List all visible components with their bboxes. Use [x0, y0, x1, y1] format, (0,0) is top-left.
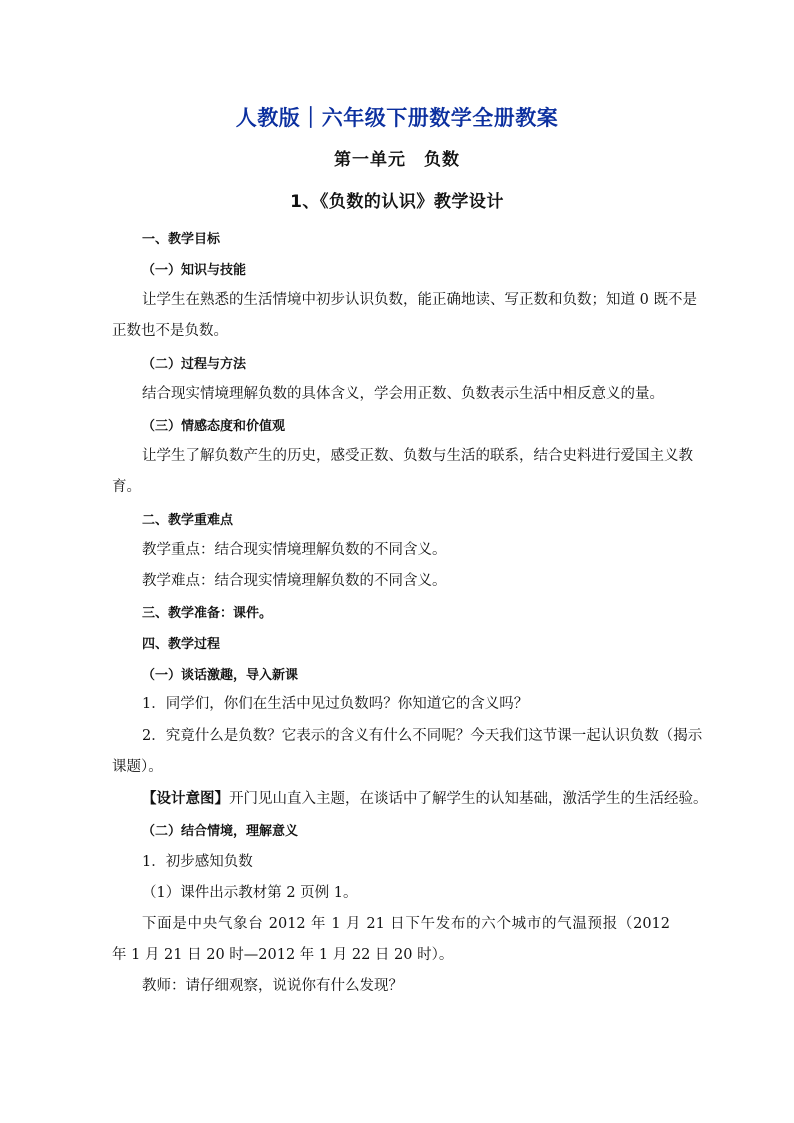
subsection-process: （二）过程与方法 — [142, 357, 247, 372]
design-intent-text: 开门见山直入主题，在谈话中了解学生的认知基础，激活学生的生活经验。 — [229, 791, 708, 807]
paragraph: 让学生了解负数产生的历史，感受正数、负数与生活的联系，结合史料进行爱国主义教 — [142, 448, 693, 464]
lesson-heading: 1、《负数的认识》教学设计 — [290, 192, 504, 212]
paragraph: 正数也不是负数。 — [112, 323, 228, 339]
paragraph: 1．初步感知负数 — [142, 854, 253, 870]
design-intent-note — [142, 787, 708, 808]
document-title: 人教版｜六年级下册数学全册教案 — [235, 106, 559, 130]
paragraph: 下面是中央气象台 2012 年 1 月 21 日下午发布的六个城市的气温预报（2012 — [142, 916, 670, 932]
unit-heading: 第一单元 负数 — [334, 150, 460, 170]
paragraph: 2．究竟什么是负数？它表示的含义有什么不同呢？今天我们这节课一起认识负数（揭示 — [142, 728, 703, 744]
paragraph: 育。 — [112, 479, 141, 495]
section-key-points: 二、教学重难点 — [142, 513, 234, 528]
section-preparation: 三、教学准备：课件。 — [142, 606, 273, 621]
subsection-intro: （一）谈话激趣，导入新课 — [142, 668, 299, 683]
paragraph: 课题）。 — [112, 759, 163, 775]
paragraph: 教师：请仔细观察，说说你有什么发现？ — [142, 978, 403, 994]
paragraph: 1．同学们，你们在生活中见过负数吗？你知道它的含义吗？ — [142, 696, 529, 712]
paragraph: 结合现实情境理解负数的具体含义，学会用正数、负数表示生活中相反意义的量。 — [142, 386, 664, 402]
subsection-context: （二）结合情境，理解意义 — [142, 824, 299, 839]
paragraph: 让学生在熟悉的生活情境中初步认识负数，能正确地读、写正数和负数；知道 0 既不是 — [142, 292, 697, 308]
paragraph: （1）课件出示教材第 2 页例 1。 — [142, 885, 358, 901]
paragraph: 年 1 月 21 日 20 时—2012 年 1 月 22 日 20 时）。 — [112, 947, 454, 963]
section-process: 四、教学过程 — [142, 637, 221, 652]
design-intent-tag: 【设计意图】 — [142, 791, 229, 807]
paragraph: 教学重点：结合现实情境理解负数的不同含义。 — [142, 542, 447, 558]
paragraph: 教学难点：结合现实情境理解负数的不同含义。 — [142, 573, 447, 589]
subsection-attitude: （三）情感态度和价值观 — [142, 419, 286, 434]
subsection-knowledge: （一）知识与技能 — [142, 263, 247, 278]
section-objectives: 一、教学目标 — [142, 232, 221, 247]
